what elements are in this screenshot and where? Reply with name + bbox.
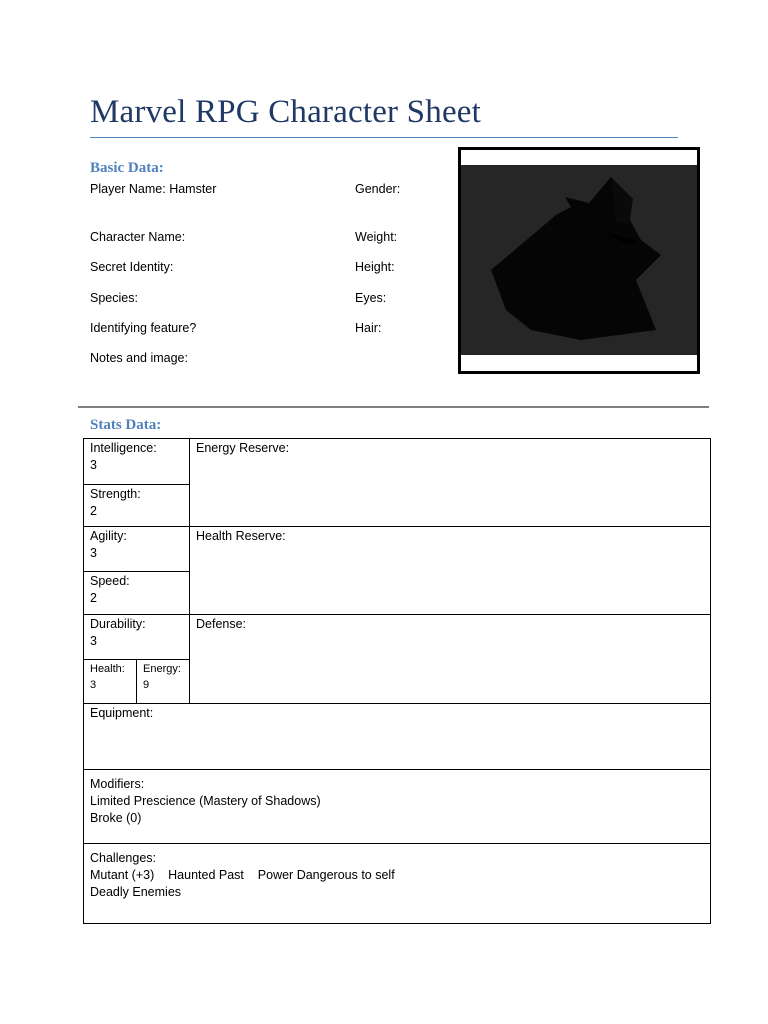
eyes-field: Eyes: — [355, 291, 387, 305]
challenges-line: Mutant (+3) Haunted Past Power Dangerous to self — [90, 868, 395, 882]
strength-label: Strength: — [90, 487, 141, 501]
character-image — [461, 165, 697, 355]
defense-label: Defense: — [196, 617, 247, 631]
notes-image-field: Notes and image: — [90, 351, 188, 365]
strength-value: 2 — [90, 504, 97, 518]
energy-label: Energy: — [143, 663, 181, 675]
height-field: Height: — [355, 260, 395, 274]
gender-field: Gender: — [355, 182, 401, 196]
health-reserve-label: Health Reserve: — [196, 529, 286, 543]
challenges-line: Deadly Enemies — [90, 885, 182, 899]
title-rule — [90, 137, 678, 138]
speed-value: 2 — [90, 591, 97, 605]
intelligence-value: 3 — [90, 458, 97, 472]
species-field: Species: — [90, 291, 138, 305]
energy-cell — [137, 660, 190, 704]
modifier-item: Limited Prescience (Mastery of Shadows) — [90, 794, 321, 808]
challenges-cell — [84, 844, 711, 924]
energy-reserve-cell — [190, 439, 711, 527]
secret-identity-field: Secret Identity: — [90, 260, 174, 274]
weight-field: Weight: — [355, 230, 398, 244]
strength-cell — [84, 485, 190, 527]
modifier-item: Broke (0) — [90, 811, 142, 825]
stats-table — [83, 438, 711, 924]
energy-value: 9 — [143, 679, 150, 691]
player-name-field: Player Name: Hamster — [90, 182, 217, 196]
equipment-cell — [84, 704, 711, 770]
speed-label: Speed: — [90, 574, 130, 588]
agility-label: Agility: — [90, 529, 127, 543]
modifiers-cell — [84, 770, 711, 844]
health-value: 3 — [90, 679, 97, 691]
intelligence-label: Intelligence: — [90, 441, 157, 455]
section-divider — [78, 406, 709, 408]
equipment-label: Equipment: — [90, 706, 154, 720]
health-reserve-cell — [190, 527, 711, 615]
character-image-frame — [458, 147, 700, 374]
modifiers-label: Modifiers: — [90, 777, 145, 791]
agility-cell — [84, 527, 190, 572]
page-title: Marvel RPG Character Sheet — [90, 94, 482, 130]
identifying-feature-field: Identifying feature? — [90, 321, 197, 335]
health-cell — [84, 660, 137, 704]
durability-label: Durability: — [90, 617, 146, 631]
agility-value: 3 — [90, 546, 97, 560]
defense-cell — [190, 615, 711, 704]
speed-cell — [84, 572, 190, 615]
character-silhouette-icon — [461, 165, 697, 355]
health-label: Health: — [90, 663, 125, 675]
stats-data-heading: Stats Data: — [90, 417, 162, 433]
hair-field: Hair: — [355, 321, 382, 335]
intelligence-cell — [84, 439, 190, 485]
character-name-field: Character Name: — [90, 230, 186, 244]
durability-cell — [84, 615, 190, 660]
basic-data-heading: Basic Data: — [90, 160, 164, 176]
energy-reserve-label: Energy Reserve: — [196, 441, 290, 455]
durability-value: 3 — [90, 634, 97, 648]
challenges-label: Challenges: — [90, 851, 157, 865]
